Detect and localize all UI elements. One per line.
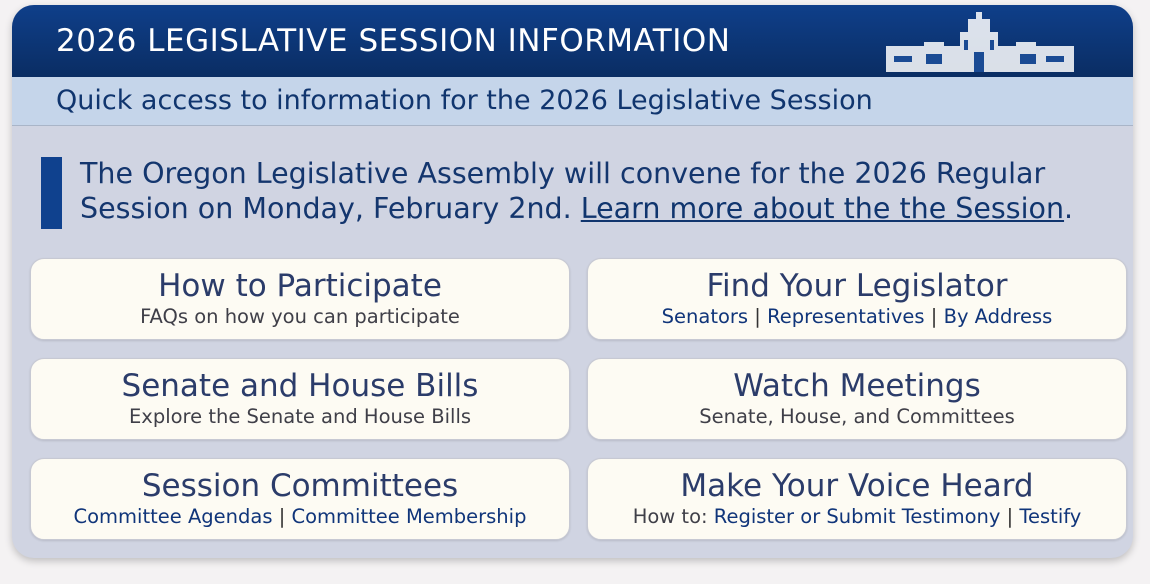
separator: | bbox=[754, 305, 761, 328]
card-title: Senate and House Bills bbox=[121, 368, 479, 404]
separator: | bbox=[930, 305, 938, 328]
announcement-period: . bbox=[1064, 191, 1074, 225]
card-title: How to Participate bbox=[158, 268, 442, 304]
card-title: Find Your Legislator bbox=[706, 268, 1008, 304]
card-subtitle: Explore the Senate and House Bills bbox=[128, 405, 472, 428]
register-testimony-link[interactable]: Register or Submit Testimony bbox=[713, 505, 1001, 528]
card-find-legislator bbox=[587, 258, 1127, 340]
by-address-link[interactable]: By Address bbox=[943, 305, 1053, 328]
committee-membership-link[interactable]: Committee Membership bbox=[291, 505, 527, 528]
subheader-bar bbox=[12, 77, 1133, 126]
testify-link[interactable]: Testify bbox=[1019, 505, 1082, 528]
card-subtitle: FAQs on how you can participate bbox=[140, 305, 460, 328]
card-title: Session Committees bbox=[141, 468, 459, 504]
separator: | bbox=[1006, 505, 1014, 528]
capitol-building-icon bbox=[884, 10, 1076, 74]
card-senate-house-bills[interactable] bbox=[30, 358, 570, 440]
card-title: Watch Meetings bbox=[733, 368, 981, 404]
committee-agendas-link[interactable]: Committee Agendas bbox=[73, 505, 273, 528]
announcement bbox=[80, 157, 1125, 226]
senators-link[interactable]: Senators bbox=[661, 305, 749, 328]
card-title: Make Your Voice Heard bbox=[680, 468, 1034, 504]
card-how-to-participate[interactable] bbox=[30, 258, 570, 340]
page-subtitle: Quick access to information for the 2026 Legislative Session bbox=[56, 85, 873, 116]
header-bar bbox=[12, 5, 1133, 77]
card-links bbox=[588, 504, 1126, 530]
card-make-voice-heard bbox=[587, 458, 1127, 540]
representatives-link[interactable]: Representatives bbox=[767, 305, 925, 328]
announcement-text: The Oregon Legislative Assembly will convene for the 2026 Regular Session on Monday, February 2nd. bbox=[80, 157, 1046, 225]
learn-more-link[interactable]: Learn more about the the Session bbox=[580, 191, 1065, 225]
card-subtitle: Senate, House, and Committees bbox=[699, 405, 1015, 428]
card-links bbox=[31, 504, 569, 530]
session-info-panel bbox=[12, 5, 1133, 558]
separator: | bbox=[278, 505, 286, 528]
how-to-label: How to: bbox=[632, 505, 708, 528]
card-links bbox=[588, 304, 1126, 330]
card-watch-meetings[interactable] bbox=[587, 358, 1127, 440]
page-title: 2026 LEGISLATIVE SESSION INFORMATION bbox=[56, 23, 731, 59]
announcement-accent-bar bbox=[41, 157, 62, 229]
card-session-committees bbox=[30, 458, 570, 540]
